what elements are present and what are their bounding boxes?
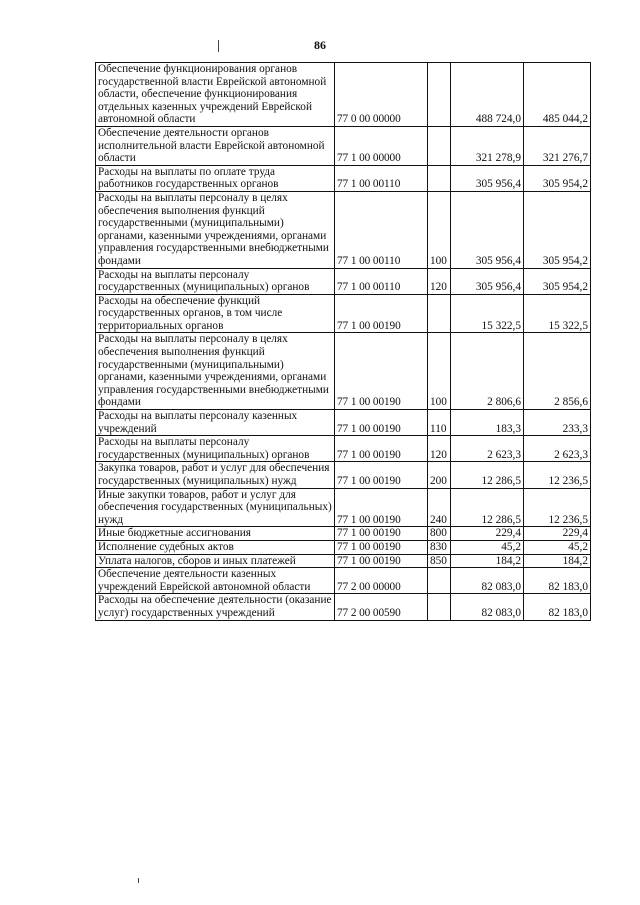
table-row (96, 63, 591, 127)
row-target-code: 77 1 00 00190 (335, 294, 428, 333)
row-target-code: 77 1 00 00190 (335, 410, 428, 436)
table-row (96, 527, 591, 541)
row-name: Исполнение судебных актов (96, 540, 335, 554)
row-amount-2: 485 044,2 (524, 63, 591, 127)
row-amount-2: 233,3 (524, 410, 591, 436)
row-amount-2: 305 954,2 (524, 165, 591, 191)
row-target-code: 77 1 00 00190 (335, 333, 428, 410)
table-row (96, 462, 591, 488)
row-amount-1: 305 956,4 (451, 191, 524, 268)
row-name: Расходы на выплаты персоналу в целях обеспечения выполнения функций государственными (муниципальными) органами, казенными учреждениями, органами управления государственными внебюджетными фондами (96, 191, 335, 268)
row-target-code: 77 2 00 00590 (335, 594, 428, 620)
table-row (96, 191, 591, 268)
row-expense-type: 120 (428, 268, 451, 294)
row-expense-type: 240 (428, 488, 451, 527)
row-target-code: 77 1 00 00190 (335, 436, 428, 462)
row-amount-2: 12 236,5 (524, 462, 591, 488)
row-amount-1: 82 083,0 (451, 568, 524, 594)
row-amount-1: 12 286,5 (451, 488, 524, 527)
row-name: Обеспечение деятельности казенных учреждений Еврейской автономной области (96, 568, 335, 594)
table-row (96, 410, 591, 436)
table-row (96, 294, 591, 333)
row-amount-1: 305 956,4 (451, 165, 524, 191)
budget-table-body (96, 63, 591, 621)
row-expense-type: 830 (428, 540, 451, 554)
row-name: Иные бюджетные ассигнования (96, 527, 335, 541)
row-expense-type: 100 (428, 333, 451, 410)
page-number: 86 (314, 38, 326, 52)
row-name: Иные закупки товаров, работ и услуг для обеспечения государственных (муниципальных) нужд (96, 488, 335, 527)
row-name: Расходы на выплаты персоналу в целях обеспечения выполнения функций государственными (муниципальными) органами, казенными учреждениями, органами управления государственными внебюджетными фондами (96, 333, 335, 410)
row-name: Расходы на выплаты по оплате труда работников государственных органов (96, 165, 335, 191)
row-target-code: 77 1 00 00190 (335, 488, 428, 527)
row-target-code: 77 1 00 00110 (335, 268, 428, 294)
row-name: Расходы на выплаты персоналу государственных (муниципальных) органов (96, 268, 335, 294)
row-amount-2: 15 322,5 (524, 294, 591, 333)
table-row (96, 540, 591, 554)
row-amount-1: 15 322,5 (451, 294, 524, 333)
row-expense-type: 200 (428, 462, 451, 488)
row-expense-type (428, 594, 451, 620)
row-amount-1: 321 278,9 (451, 126, 524, 165)
row-amount-2: 2 623,3 (524, 436, 591, 462)
row-expense-type: 800 (428, 527, 451, 541)
row-amount-1: 184,2 (451, 554, 524, 568)
table-row (96, 126, 591, 165)
row-name: Обеспечение деятельности органов исполнительной власти Еврейской автономной области (96, 126, 335, 165)
scan-mark-bottom (138, 878, 139, 883)
row-amount-2: 2 856,6 (524, 333, 591, 410)
table-row (96, 436, 591, 462)
row-expense-type: 850 (428, 554, 451, 568)
table-row (96, 165, 591, 191)
row-target-code: 77 1 00 00110 (335, 165, 428, 191)
row-expense-type (428, 568, 451, 594)
row-target-code: 77 1 00 00000 (335, 126, 428, 165)
row-amount-2: 229,4 (524, 527, 591, 541)
budget-table (95, 62, 591, 621)
table-row (96, 488, 591, 527)
row-amount-2: 82 183,0 (524, 568, 591, 594)
row-amount-1: 82 083,0 (451, 594, 524, 620)
row-amount-2: 305 954,2 (524, 268, 591, 294)
row-expense-type: 110 (428, 410, 451, 436)
row-amount-1: 45,2 (451, 540, 524, 554)
row-amount-1: 229,4 (451, 527, 524, 541)
row-expense-type: 120 (428, 436, 451, 462)
row-amount-1: 2 806,6 (451, 333, 524, 410)
row-expense-type (428, 294, 451, 333)
table-row (96, 554, 591, 568)
row-name: Обеспечение функционирования органов государственной власти Еврейской автономной области, обеспечение функционирования отдельных казенных учреждений Еврейской автономной области (96, 63, 335, 127)
row-target-code: 77 1 00 00190 (335, 527, 428, 541)
row-amount-1: 12 286,5 (451, 462, 524, 488)
row-amount-2: 321 276,7 (524, 126, 591, 165)
row-target-code: 77 2 00 00000 (335, 568, 428, 594)
row-target-code: 77 1 00 00190 (335, 540, 428, 554)
row-amount-1: 488 724,0 (451, 63, 524, 127)
row-amount-1: 305 956,4 (451, 268, 524, 294)
row-expense-type (428, 126, 451, 165)
row-name: Расходы на выплаты персоналу казенных учреждений (96, 410, 335, 436)
table-row (96, 594, 591, 620)
row-name: Расходы на обеспечение деятельности (оказание услуг) государственных учреждений (96, 594, 335, 620)
row-amount-2: 12 236,5 (524, 488, 591, 527)
row-name: Закупка товаров, работ и услуг для обеспечения государственных (муниципальных) нужд (96, 462, 335, 488)
row-name: Расходы на обеспечение функций государственных органов, в том числе территориальных органов (96, 294, 335, 333)
row-expense-type (428, 165, 451, 191)
row-amount-1: 183,3 (451, 410, 524, 436)
row-expense-type: 100 (428, 191, 451, 268)
table-row (96, 568, 591, 594)
table-row (96, 268, 591, 294)
row-expense-type (428, 63, 451, 127)
row-name: Уплата налогов, сборов и иных платежей (96, 554, 335, 568)
row-amount-2: 184,2 (524, 554, 591, 568)
row-target-code: 77 0 00 00000 (335, 63, 428, 127)
row-amount-1: 2 623,3 (451, 436, 524, 462)
row-target-code: 77 1 00 00190 (335, 462, 428, 488)
scan-mark (218, 40, 219, 52)
row-target-code: 77 1 00 00110 (335, 191, 428, 268)
row-amount-2: 82 183,0 (524, 594, 591, 620)
table-row (96, 333, 591, 410)
row-name: Расходы на выплаты персоналу государственных (муниципальных) органов (96, 436, 335, 462)
row-target-code: 77 1 00 00190 (335, 554, 428, 568)
row-amount-2: 45,2 (524, 540, 591, 554)
row-amount-2: 305 954,2 (524, 191, 591, 268)
